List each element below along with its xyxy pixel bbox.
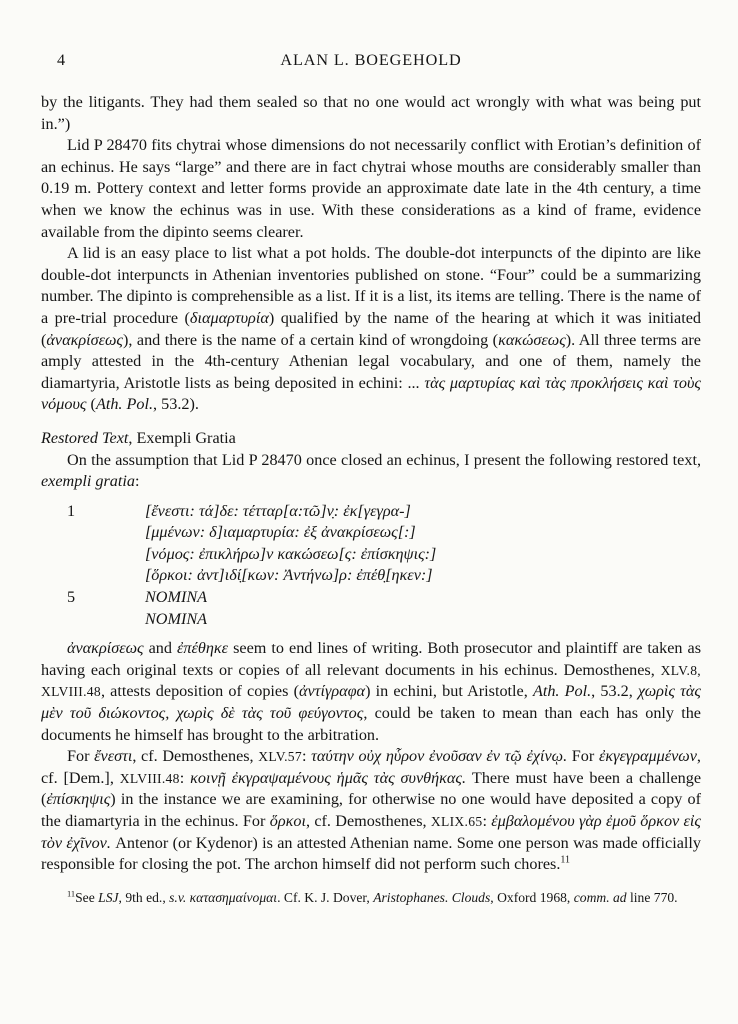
- paragraph-line-endings: ἀνακρίσεως and ἐπέθηκε seem to end lines of writing. Both prosecutor and plaintiff are taken as having each original texts or copies of all relevant documents in his echinus. Demosthenes, XLV.8, XLVIII.48, attests deposition of copies (ἀντίγραφα) in echini, but Aristotle, Ath. Pol., 53.2, χωρὶς τὰς μὲν τοῦ διώκοντος, χωρὶς δὲ τὰς τοῦ φεύγοντος, could be taken to mean than each has only the documents he himself has brought to the arbitration.: [41, 639, 702, 744]
- page-body: [41, 92, 701, 876]
- paragraph-litigants: by the litigants. They had them sealed so that no one would act wrongly with what was being put in.”): [41, 93, 701, 133]
- paragraph-assumption: On the assumption that Lid P 28470 once closed an echinus, I present the following restored text, exempli gratia:: [41, 450, 701, 491]
- restored-line-text: NOMINA: [145, 609, 208, 628]
- restored-line: [41, 587, 701, 609]
- running-head-author: ALAN L. BOEGEHOLD: [280, 51, 462, 69]
- restored-line-text: NOMINA: [145, 588, 208, 607]
- paragraph-lid-dimensions: Lid P 28470 fits chytrai whose dimensions do not necessarily conflict with Erotian’s definition of an echinus. He says “large” and there are in fact chytrai whose mouths are considerably smaller than 0.19 m. Pottery context and letter forms provide an approximate date late in the 4th century, a time when we know the echinus was in use. With these considerations as a kind of frame, evidence available from the dipinto seems clearer.: [41, 136, 701, 241]
- restored-line: [41, 522, 701, 544]
- restored-line: [41, 544, 701, 566]
- paragraph-lid-list: A lid is an easy place to list what a pot holds. The double-dot interpuncts of the dipinto are like double-dot interpuncts in Athenian inventories published on stone. “Four” could be a summarizing number. The dipinto is comprehensible as a list. If it is a list, its items are telling. There is the name of a pre-trial procedure (διαμαρτυρία) qualified by the name of the hearing at which it was initiated (ἀνακρίσεως), and there is the name of a certain kind of wrongdoing (κακώσεως). All three terms are amply attested in the 4th-century Athenian legal vocabulary, and one of them, namely the diamartyria, Aristotle lists as being deposited in echini: ... τὰς μαρτυρίας καὶ τὰς προκλήσεις καὶ τοὺς νόμους (Ath. Pol., 53.2).: [41, 244, 701, 414]
- restored-line: [41, 609, 701, 631]
- footnote-area: [41, 888, 701, 908]
- restored-line-text: [μμένων: δ]ιαμαρτυρία: ἐξ ἀνακρίσεως[:]: [145, 523, 416, 542]
- restored-line-text: [ὅρκοι: ἀντ]ιδί̣[κων: Ἀντήνω]ρ: ἐπέθ̣[ηκεν:]: [145, 566, 433, 585]
- restored-line-text: [ἔνεστι: τά]δε: τέτταρ[α:τῶ]ν̣: ἐκ[γεγρα-]: [145, 501, 411, 520]
- restored-text-block: [41, 501, 701, 631]
- line-number: [41, 565, 145, 587]
- line-number: 5: [67, 588, 76, 607]
- paragraph-citations: For ἔνεστι, cf. Demosthenes, XLV.57: ταύτην οὐχ ηὗρον ἐνοῦσαν ἐν τῷ ἐχίνῳ. For ἐκγεγραμμένων, cf. [Dem.], XLVIII.48: κοινῇ ἐκγραψαμένους ἡμᾶς τὰς συνθήκας. There must have been a challenge (ἐπίσκηψις) in the instance we are examining, for otherwise no one would have deposited a copy of the diamartyria in the echinus. For ὅρκοι, cf. Demosthenes, XLIX.65: ἐμβαλομένου γὰρ ἐμοῦ ὅρκον εἰς τὸν ἐχῖνον. Antenor (or Kydenor) is an attested Athenian name. Some one person was made officially responsible for closing the pot. The archon himself did not perform such chores.$^{11}$: [41, 747, 701, 874]
- line-number: [41, 522, 145, 544]
- line-number: 1: [67, 501, 76, 520]
- line-number: [41, 609, 145, 631]
- page-number: 4: [57, 51, 66, 69]
- footnote-11: $^{11}$See LSJ, 9th ed., s.v. κατασημαίνομαι. Cf. K. J. Dover, Aristophanes. Clouds, Oxford 1968, comm. ad line 770.: [67, 888, 678, 905]
- restored-line-text: [νόμος: ἐπικλήρω]ν κακώσεω[ς: ἐπίσκηψις:]: [145, 544, 437, 563]
- running-header: [41, 50, 701, 72]
- line-number: [41, 544, 145, 566]
- section-heading-restored-text: Restored Text, Exempli Gratia: [41, 428, 236, 447]
- restored-line: [41, 501, 701, 523]
- restored-line: [41, 565, 701, 587]
